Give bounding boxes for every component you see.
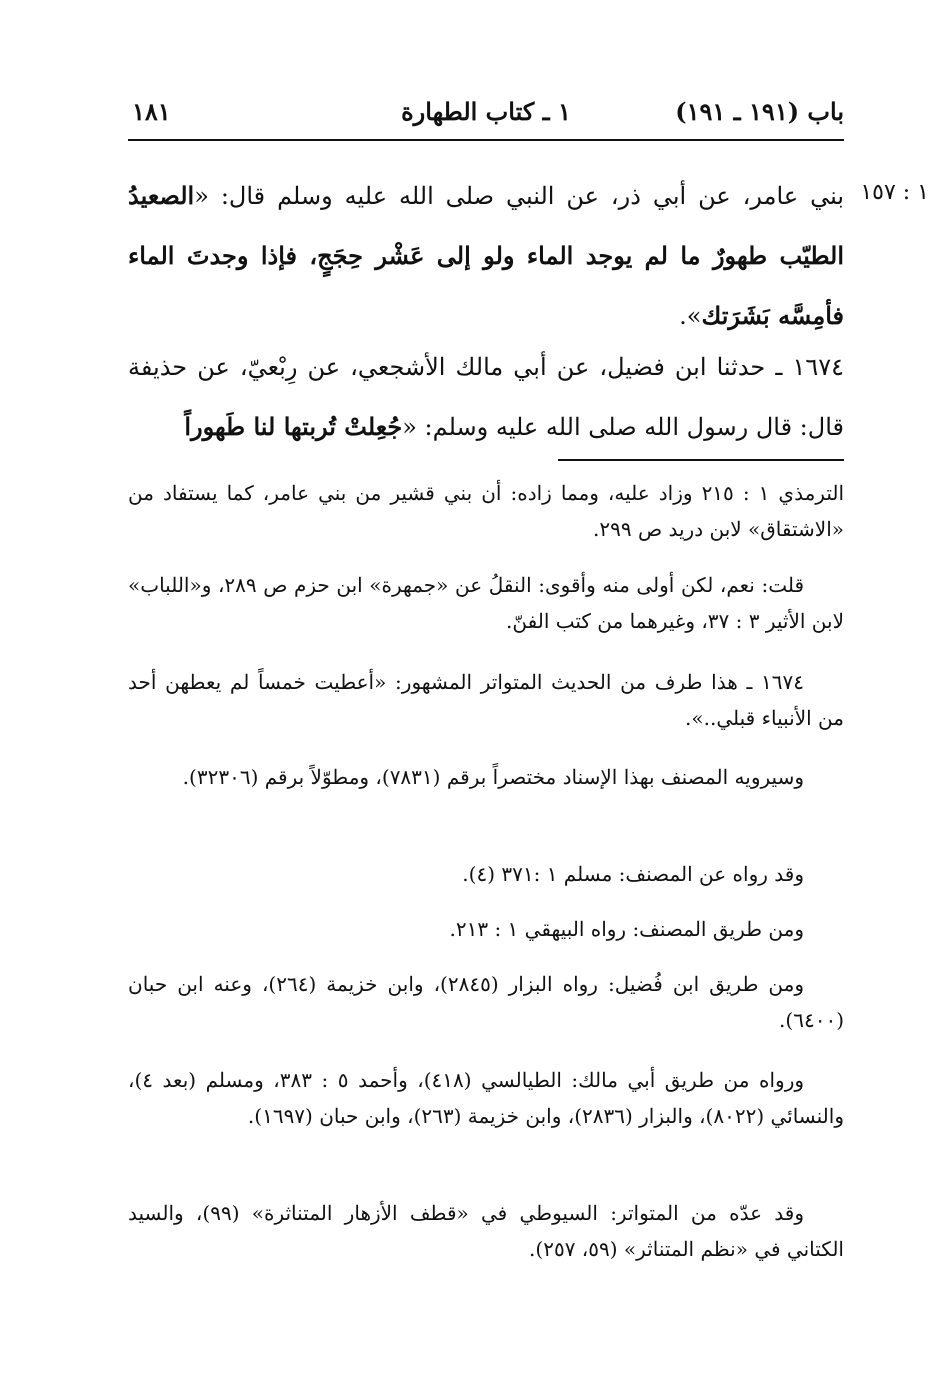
footnote-5: وقد رواه عن المصنف: مسلم ١ :٣٧١ (٤). <box>462 862 804 886</box>
hadith-1674-quote: جُعِلتْ تُربتها لنا طَهوراً <box>184 412 403 441</box>
hadith-1674-text: ١٦٧٤ ـ حدثنا ابن فضيل، عن أبي مالك الأشجعي، عن رِبْعيّ، عن حذيفة قال: قال رسول الله صلى الله عليه وسلم: « <box>128 353 844 441</box>
footnote-8: ورواه من طريق أبي مالك: الطيالسي (٤١٨)، وأحمد ٥ : ٣٨٣، ومسلم (بعد ٤)، والنسائي (٨٠٢٢)، والبزار (٢٨٣٦)، وابن خزيمة (٢٦٣)، وابن حبان (١٦٩٧). <box>128 1068 844 1128</box>
footnote-7: ومن طريق ابن فُضيل: رواه البزار (٢٨٤٥)، وابن خزيمة (٢٦٤)، وعنه ابن حبان (٦٤٠٠). <box>128 972 844 1032</box>
footnote-2: قلت: نعم، لكن أولى منه وأقوى: النقلُ عن «جمهرة» ابن حزم ص ٢٨٩، و«اللباب» لابن الأثير ٣ : ٣٧، وغيرهما من كتب الفنّ. <box>128 573 844 633</box>
hadith-paragraph-1 <box>128 166 844 346</box>
book-title: ١ ـ كتاب الطهارة <box>401 97 571 126</box>
chapter-heading: باب (١٩١ ـ ١٩١) <box>675 97 844 126</box>
hadith-1-text: بني عامر، عن أبي ذر، عن النبي صلى الله عليه وسلم قال: « <box>194 182 844 210</box>
margin-reference: ١ : ١٥٧ <box>860 180 929 205</box>
header-rule <box>128 139 844 141</box>
hadith-paragraph-1674 <box>128 338 844 457</box>
footnote-3: ١٦٧٤ ـ هذا طرف من الحديث المتواتر المشهور: «أعطيت خمساً لم يعطهن أحد من الأنبياء قبلي..». <box>128 670 844 730</box>
hadith-1-quote: الصعيدُ الطيّب طهورٌ ما لم يوجد الماء ولو إلى عَشْر حِجَجٍ، فإذا وجدتَ الماء فأمِسَّه بَشَرَتك <box>128 181 844 330</box>
footnote-1: الترمذي ١ : ٢١٥ وزاد عليه، ومما زاده: أن بني قشير من بني عامر، كما يستفاد من «الاشتقاق» لابن دريد ص ٢٩٩. <box>128 481 845 541</box>
footnote-rule <box>558 459 844 461</box>
hadith-1-end: ». <box>679 302 702 330</box>
footnote-9: وقد عدّه من المتواتر: السيوطي في «قطف الأزهار المتناثرة» (٩٩)، والسيد الكتاني في «نظم المتناثر» (٥٩، ٢٥٧). <box>128 1201 844 1261</box>
page-header <box>128 92 844 132</box>
footnote-4: وسيرويه المصنف بهذا الإسناد مختصراً برقم (٧٨٣١)، ومطوّلاً برقم (٣٢٣٠٦). <box>182 765 804 789</box>
page-number: ١٨١ <box>132 97 171 126</box>
footnote-6: ومن طريق المصنف: رواه البيهقي ١ : ٢١٣. <box>449 917 804 941</box>
